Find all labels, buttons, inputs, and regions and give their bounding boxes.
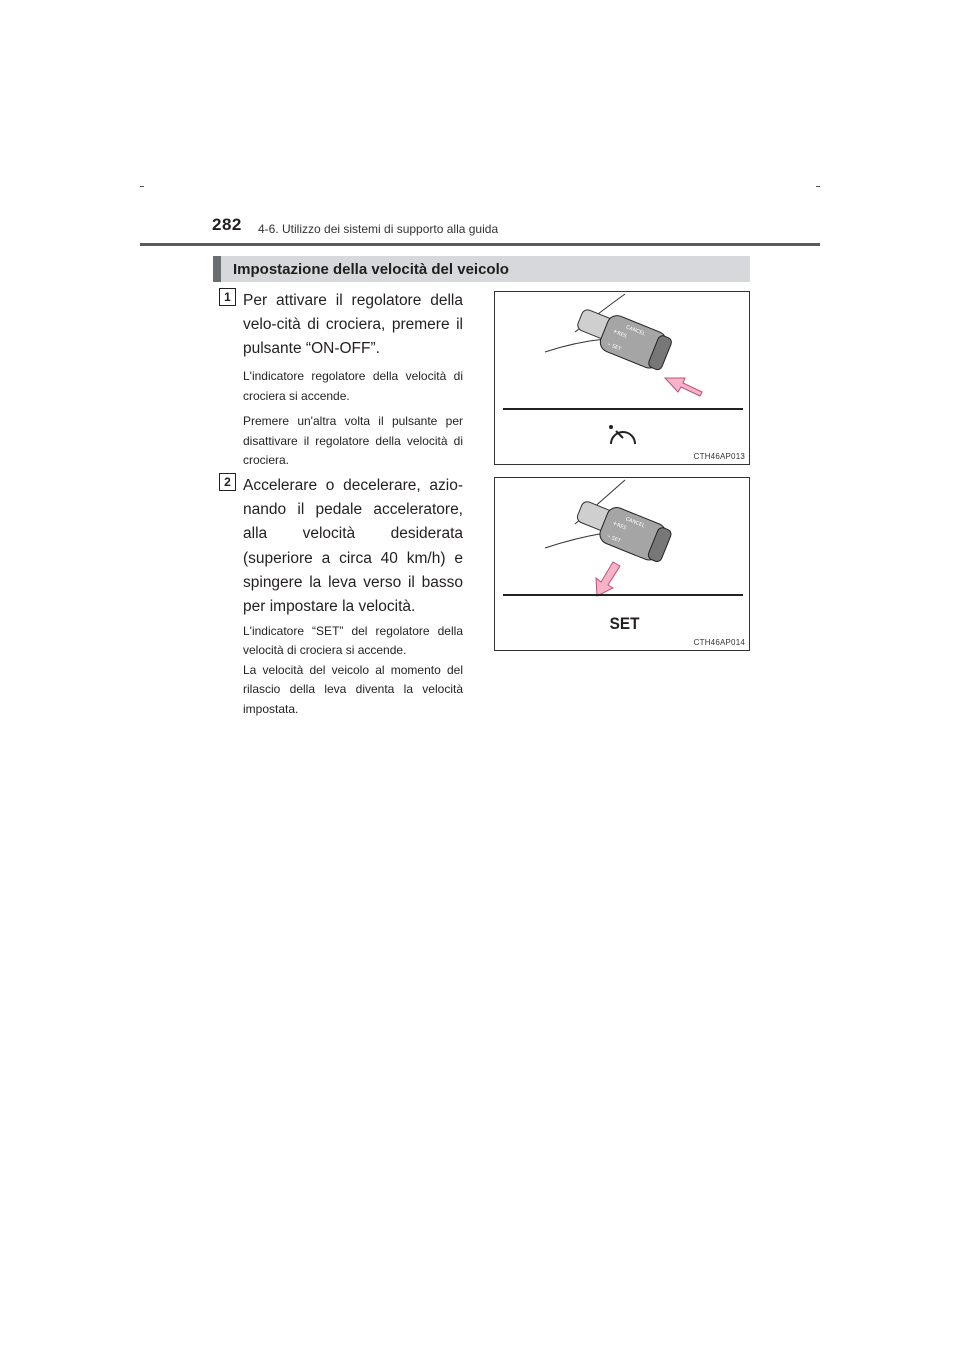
- figure-1-code: CTH46AP013: [693, 452, 745, 461]
- lever-res-label-1: RES: [616, 330, 628, 340]
- svg-text:–: –: [605, 532, 612, 541]
- set-indicator-label: SET: [609, 614, 640, 633]
- section-title: Impostazione della velocità del veicolo: [233, 261, 509, 278]
- press-arrow-icon: [665, 378, 702, 396]
- lever-set-label-2: SET: [610, 535, 622, 545]
- step-1-note-1: L'indicatore regolatore della velocità di crociera si accende.: [243, 369, 463, 403]
- push-down-arrow-icon: [596, 562, 620, 596]
- step-2-text: Accelerare o decelerare, azio-nando il pedale acceleratore, alla velocità desiderata (superiore a circa 40 km/h) e spingere la leva verso il basso per impostare la velocità.: [243, 477, 463, 616]
- header-rule: [140, 243, 820, 246]
- step-2-note-1: L'indicatore “SET” del regolatore della velocità di crociera si accende. La velocità del veicolo al momento del rilascio della leva diventa la velocità impostata.: [243, 623, 463, 716]
- svg-text:–: –: [606, 340, 612, 349]
- step-number-1: 1: [219, 288, 236, 306]
- cruise-control-indicator-icon: [609, 425, 635, 444]
- svg-text:+: +: [611, 519, 619, 528]
- step-number-2: 2: [219, 473, 236, 491]
- section-title-bar: [213, 256, 750, 282]
- figure-1: [494, 291, 750, 465]
- figure-2: [494, 477, 750, 651]
- lever-set-label-1: SET: [610, 343, 622, 353]
- lever-cancel-label-1: CANCEL: [625, 324, 646, 338]
- page-number: 282: [212, 215, 242, 234]
- svg-text:+: +: [611, 327, 619, 337]
- lever-cancel-label-2: CANCEL: [624, 516, 646, 530]
- figure-2-code: CTH46AP014: [693, 638, 745, 647]
- lever-illustration-1: [495, 292, 749, 464]
- step-1-note-2: Premere un'altra volta il pulsante per disattivare il regolatore della velocità di crociera.: [243, 414, 463, 467]
- lever-res-label-2: RES: [615, 522, 628, 532]
- crop-mark-right: [816, 186, 820, 187]
- step-1-notes: [243, 367, 463, 477]
- crop-mark-left: [140, 186, 144, 187]
- step-1-text: Per attivare il regolatore della velo-cità di crociera, premere il pulsante “ON-OFF”.: [243, 292, 463, 357]
- step-2-notes: [243, 602, 463, 745]
- running-header: 4-6. Utilizzo dei sistemi di supporto alla guida: [258, 222, 499, 236]
